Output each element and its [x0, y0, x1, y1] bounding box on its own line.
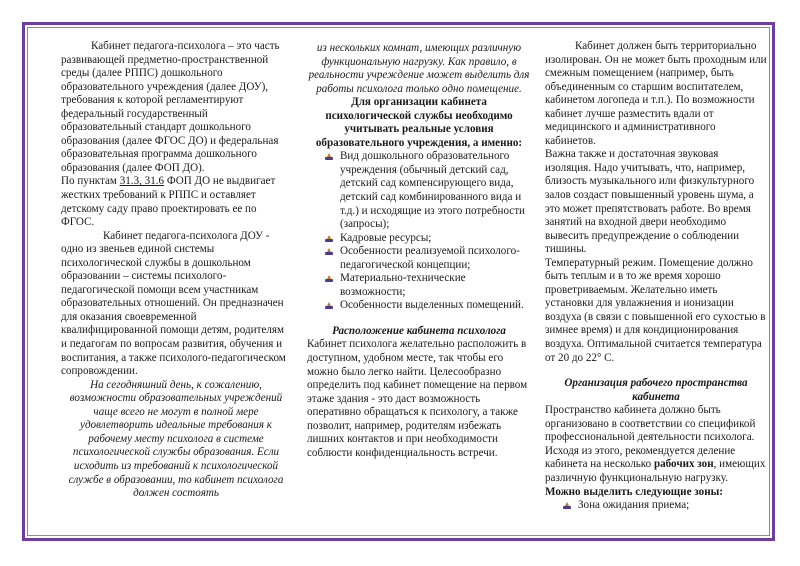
location-paragraph: Кабинет психолога желательно расположить в доступном, удобном месте, так чтобы его можно было легко найти. Целесообразно определить под кабинет помещение на первом этаже здания - это даст возможность оперативно обращаться к психологу, а также позволит, например, родителям избежать лишних контактов и при необходимости соблюсти конфиденциальность встречи. — [307, 338, 528, 459]
column-1 — [61, 40, 291, 501]
workspace-text: Пространство кабинета должно быть организовано в соответствии со спецификой профессиональной деятельности психолога. Исходя из этого, рекомендуется деление кабинета на несколько — [545, 404, 756, 471]
italic-continuation: из нескольких комнат, имеющих различную функциональную нагрузку. Как правило, в реальности учреждение может выделить для работы психолога только одно помещение. — [308, 42, 530, 95]
intro-paragraph: Кабинет педагога-психолога – это часть развивающей предметно-пространственной среды (далее РППС) дошкольного образовательного учреждения (далее ДОУ), требования к которой регламентируют федеральный государственный образовательный стандарт дошкольного образования (далее ФГОС ДО) и федеральная образовательная программа дошкольного образования (далее ФОП ДО). — [61, 40, 280, 174]
list-item-text: Материально-технические возможности; — [340, 272, 466, 298]
list-item — [563, 499, 767, 513]
sound-paragraph: Важна также и достаточная звуковая изоляция. Надо учитывать, что, например, близость музыкального или физкультурного залов создаст повышенный уровень шума, а это может препятствовать работе. Во время занятий на входной двери необходимо вывесить предупреждение о соблюдении тишины. — [545, 148, 755, 256]
isolation-paragraph: Кабинет должен быть территориально изолирован. Он не может быть проходным или смежным помещением (например, быть объединенным со старшим воспитателем, кабинетом логопеда и т.п.). По возможности кабинет лучше разместить вдали от медицинского и административного кабинетов. — [545, 40, 767, 147]
bullet-icon — [325, 248, 333, 256]
conditions-heading: Для организации кабинета психологической службы необходимо учитывать реальные условия образовательного учреждения, а именно: — [315, 96, 523, 149]
points-suffix: ФОП ДО не выдвигает жестких требований к РППС и оставляет детскому саду право проектировать ее по ФГОС. — [61, 175, 276, 229]
list-item — [325, 299, 531, 313]
bullet-icon — [325, 235, 333, 243]
list-item-text: Зона ожидания приема; — [578, 499, 690, 512]
zones-heading: Можно выделить следующие зоны: — [545, 485, 723, 498]
fop-points-paragraph — [61, 175, 291, 229]
bullet-icon — [563, 502, 571, 510]
location-heading: Расположение кабинета психолога — [332, 324, 506, 337]
list-item-text: Вид дошкольного образовательного учреждения (обычный детский сад, детский сад компенсирующего вида, детский сад комбинированного вида и т.д.) и исходящие из этого потребности (запросы); — [340, 150, 525, 231]
bullet-icon — [325, 302, 333, 310]
workspace-heading: Организация рабочего пространства кабинета — [564, 377, 748, 403]
role-paragraph: Кабинет педагога-психолога ДОУ - одно из звеньев единой системы психологической службы в дошкольном образовании – системы психолого-педагогической помощи всем участникам образовательных отношений. Он предназначен для оказания своевременной квалифицированной помощи детям, родителям и педагогам по вопросам развития, обучения и воспитания, а также психолого-педагогическом сопровождении. — [61, 229, 286, 378]
bullet-icon — [325, 153, 333, 161]
conditions-list — [307, 150, 531, 313]
temperature-paragraph: Температурный режим. Помещение должно быть теплым и в то же время хорошо проветриваемым. Желательно иметь установки для увлажнения и ионизации воздуха (в связи с повышенной его сухостью в зимнее время) и для кондиционирования воздуха. Оптимальной считается температура от 20 до 22° С. — [545, 256, 766, 364]
list-item-text: Кадровые ресурсы; — [340, 231, 432, 244]
list-item — [325, 272, 531, 299]
column-2 — [307, 42, 531, 460]
spacer — [307, 313, 531, 325]
points-prefix: По пунктам — [61, 175, 120, 188]
workspace-paragraph — [545, 404, 767, 485]
list-item — [325, 232, 531, 246]
fop-points-link[interactable]: 31.3, 31.6 — [119, 175, 165, 188]
column-3 — [545, 40, 767, 513]
spacer — [545, 365, 767, 377]
italic-note: На сегодняшний день, к сожалению, возможности образовательных учреждений чаще всего не могут в полной мере удовлетворить идеальные требования к рабочему месту психолога в системе психологической службы образования. Если исходить из требований к психологической службе в образовании, то кабинет психолога должен состоять — [68, 378, 284, 500]
work-zones-term: рабочих зон — [653, 458, 714, 471]
zones-list — [545, 499, 767, 513]
list-item — [325, 245, 531, 272]
list-item-text: Особенности выделенных помещений. — [340, 299, 524, 312]
list-item — [325, 150, 531, 231]
workspace-text-end: , имеющих различную функциональную нагрузку. — [545, 458, 766, 484]
list-item-text: Особенности реализуемой психолого-педагогической концепции; — [340, 245, 520, 271]
bullet-icon — [325, 275, 333, 283]
